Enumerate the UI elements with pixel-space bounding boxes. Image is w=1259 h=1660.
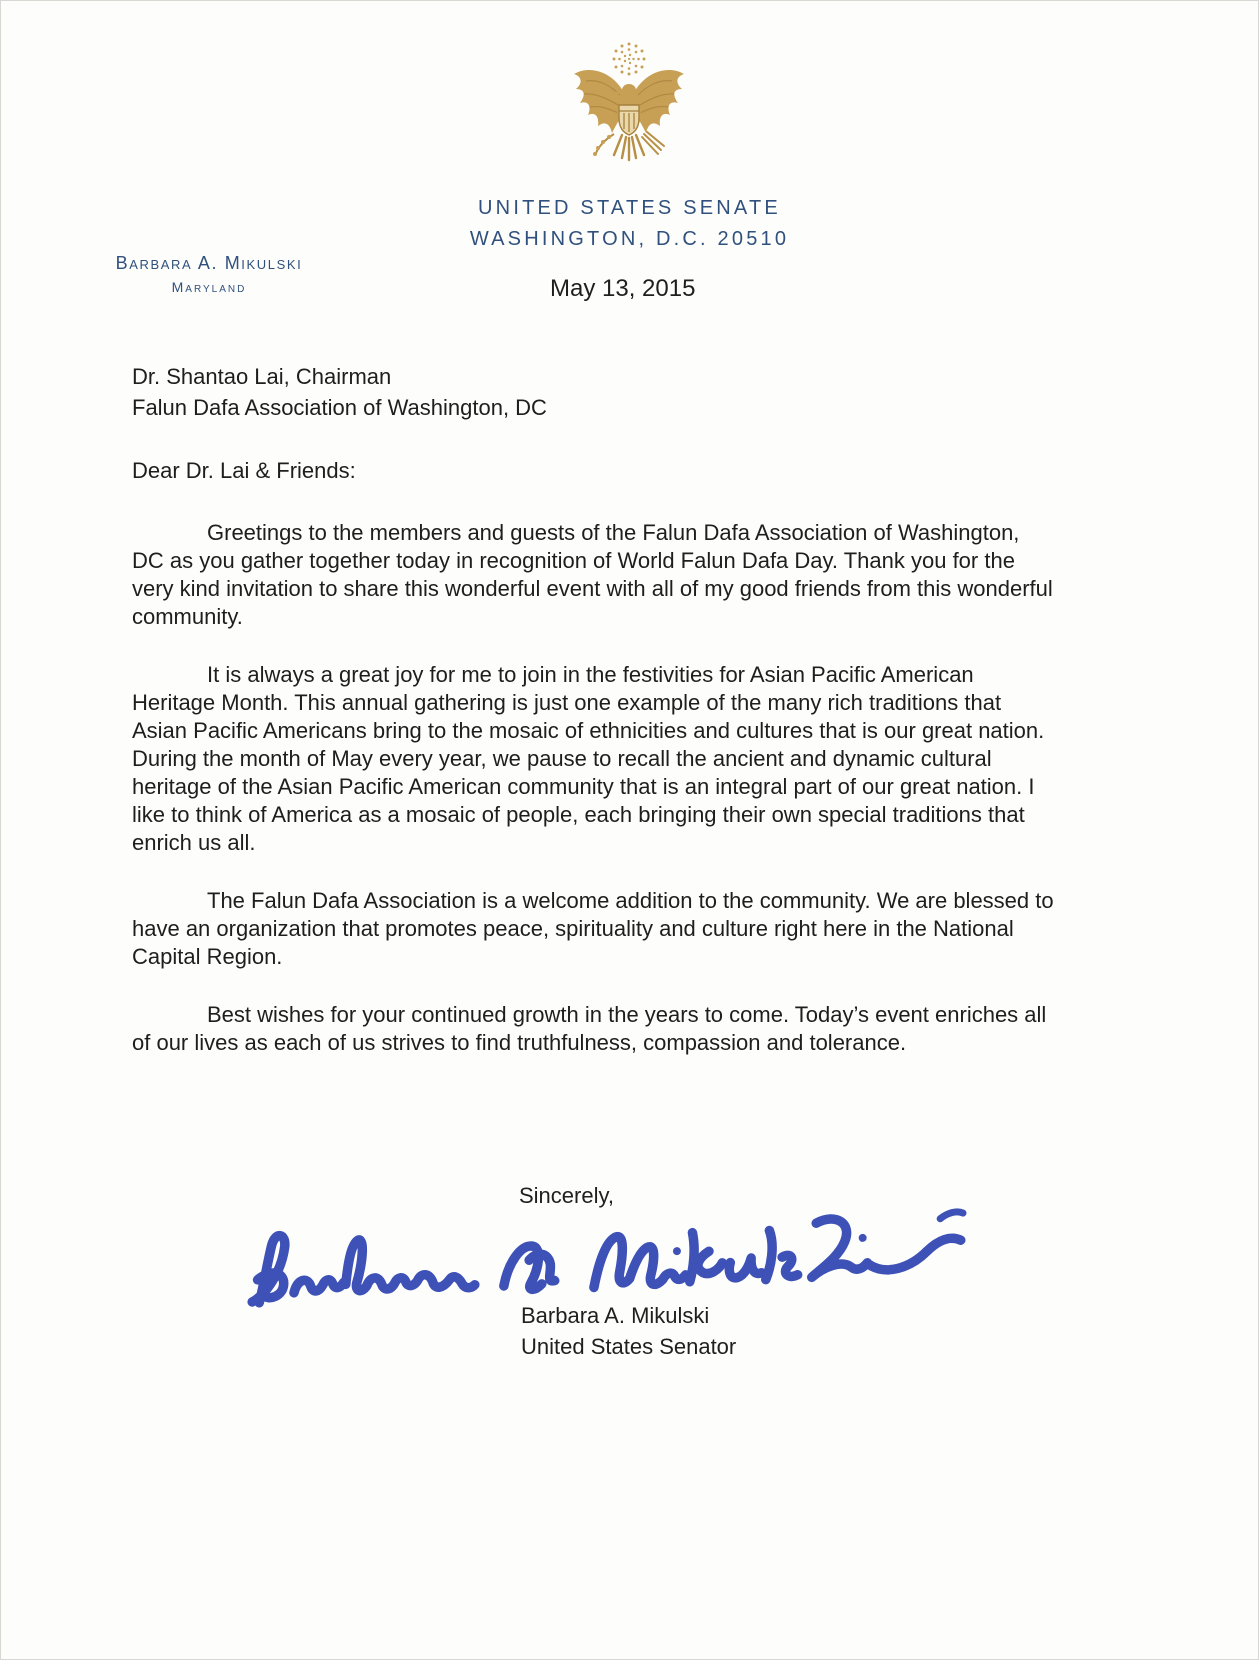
recipient-block [132, 361, 1054, 423]
paragraph-1: Greetings to the members and guests of the Falun Dafa Association of Washington, DC as you gather together today in recognition of World Falun Dafa Day. Thank you for the very kind invitation to share this wonderful event with all of my good friends from this wonderful community. [132, 520, 1053, 629]
recipient-line1: Dr. Shantao Lai, Chairman [132, 364, 392, 389]
signed-name: Barbara A. Mikulski [521, 1303, 710, 1328]
letter-date: May 13, 2015 [550, 275, 696, 302]
sender-state: Maryland [171, 279, 247, 295]
salutation: Dear Dr. Lai & Friends: [132, 458, 356, 483]
sender-name: Barbara A. Mikulski [115, 253, 303, 273]
signed-title: United States Senator [521, 1334, 737, 1359]
sender-block [73, 253, 345, 295]
signature-block [521, 1300, 736, 1362]
recipient-line2: Falun Dafa Association of Washington, DC [132, 395, 547, 420]
closing-word: Sincerely, [519, 1183, 614, 1208]
letterhead [1, 195, 1258, 252]
org-name: UNITED STATES SENATE [478, 197, 781, 219]
letter-body [132, 361, 1054, 1057]
paragraph-4: Best wishes for your continued growth in the years to come. Today’s event enriches all of our lives as each of us strives to find truthfulness, compassion and tolerance. [132, 1002, 1047, 1055]
org-address: WASHINGTON, D.C. 20510 [469, 228, 790, 250]
paragraph-3: The Falun Dafa Association is a welcome addition to the community. We are blessed to have an organization that promotes peace, spirituality and culture right here in the National Capital Region. [132, 888, 1054, 969]
paragraph-2: It is always a great joy for me to join in the festivities for Asian Pacific American Heritage Month. This annual gathering is just one example of the many rich traditions that Asian Pacific Americans bring to the mosaic of ethnicities and cultures that is our great nation. During the month of May every year, we pause to recall the ancient and dynamic cultural heritage of the Asian Pacific American community that is an integral part of our great nation. I like to think of America as a mosaic of people, each bringing their own special traditions that enrich us all. [132, 662, 1045, 855]
gold-great-seal-eagle-icon [564, 39, 694, 173]
